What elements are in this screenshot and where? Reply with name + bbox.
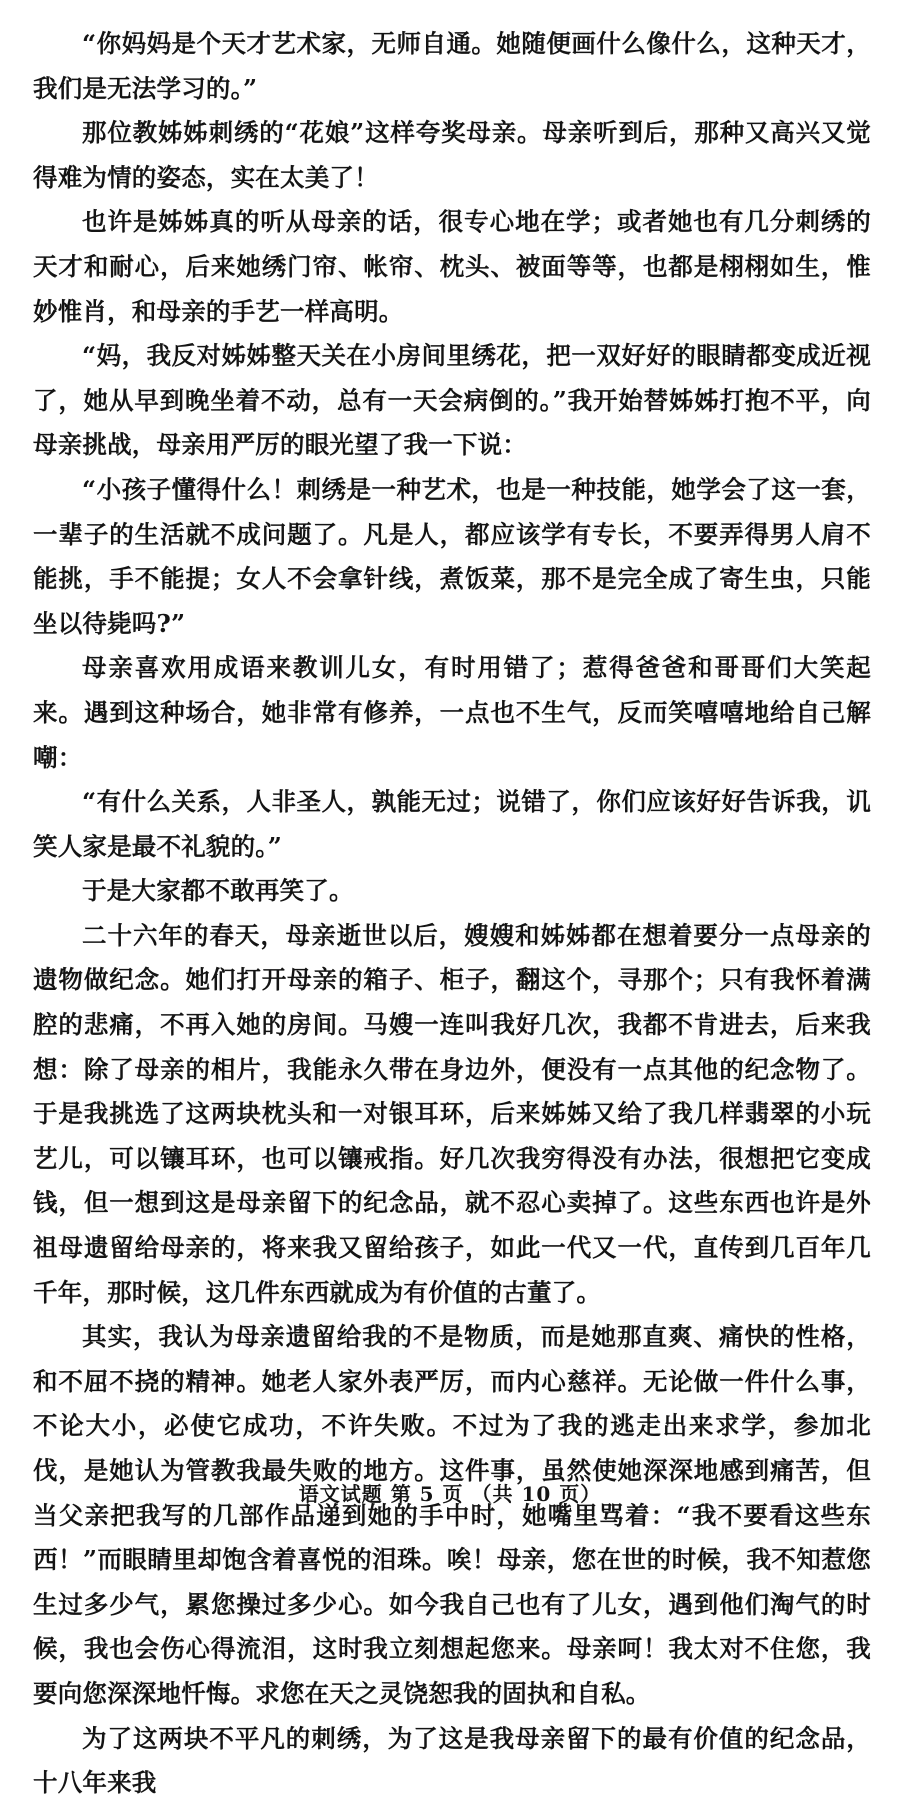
paragraph: 于是大家都不敢再笑了。 bbox=[82, 876, 354, 906]
page-footer: 语文试题 第 5 页 （共 10 页） bbox=[298, 1482, 602, 1506]
paragraph: “小孩子懂得什么！刺绣是一种艺术，也是一种技能，她学会了这一套，一辈子的生活就不成问题了。凡是人，都应该学有专长，不要弄得男人肩不能挑，手不能提；女人不会拿针线，煮饭菜，那不是完全成了寄生虫，只能坐以待毙吗?” bbox=[33, 474, 871, 638]
article-body bbox=[33, 22, 871, 1806]
paragraph: “有什么关系，人非圣人，孰能无过；说错了，你们应该好好告诉我，讥笑人家是最不礼貌的。” bbox=[33, 787, 871, 861]
paragraph: 那位教姊姊刺绣的“花娘”这样夸奖母亲。母亲听到后，那种又高兴又觉得难为情的姿态，实在太美了！ bbox=[33, 118, 871, 192]
paragraph: 母亲喜欢用成语来教训儿女，有时用错了；惹得爸爸和哥哥们大笑起来。遇到这种场合，她非常有修养，一点也不生气，反而笑嘻嘻地给自己解嘲： bbox=[33, 653, 871, 772]
paragraph: “妈，我反对姊姊整天关在小房间里绣花，把一双好好的眼睛都变成近视了，她从早到晚坐着不动，总有一天会病倒的。”我开始替姊姊打抱不平，向母亲挑战，母亲用严厉的眼光望了我一下说： bbox=[33, 341, 871, 460]
paragraph: 也许是姊姊真的听从母亲的话，很专心地在学；或者她也有几分刺绣的天才和耐心，后来她绣门帘、帐帘、枕头、被面等等，也都是栩栩如生，惟妙惟肖，和母亲的手艺一样高明。 bbox=[33, 207, 871, 326]
paragraph: “你妈妈是个天才艺术家，无师自通。她随便画什么像什么，这种天才，我们是无法学习的。” bbox=[33, 29, 871, 103]
paragraph: 其实，我认为母亲遗留给我的不是物质，而是她那直爽、痛快的性格，和不屈不挠的精神。她老人家外表严厉，而内心慈祥。无论做一件什么事，不论大小，必使它成功，不许失败。不过为了我的逃走出来求学，参加北伐，是她认为管教我最失败的地方。这件事，虽然使她深深地感到痛苦，但当父亲把我写的几部作品递到她的手中时，她嘴里骂着：“我不要看这些东西！”而眼睛里却饱含着喜悦的泪珠。唉！母亲，您在世的时候，我不知惹您生过多少气，累您操过多少心。如今我自己也有了儿女，遇到他们淘气的时候，我也会伤心得流泪，这时我立刻想起您来。母亲呵！我太对不住您，我要向您深深地忏悔。求您在天之灵饶恕我的固执和自私。 bbox=[33, 1322, 871, 1708]
paragraph: 为了这两块不平凡的刺绣，为了这是我母亲留下的最有价值的纪念品，十八年来我 bbox=[33, 1723, 871, 1798]
paragraph: 二十六年的春天，母亲逝世以后，嫂嫂和姊姊都在想着要分一点母亲的遗物做纪念。她们打开母亲的箱子、柜子，翻这个，寻那个；只有我怀着满腔的悲痛，不再入她的房间。马嫂一连叫我好几次，我都不肯进去，后来我想：除了母亲的相片，我能永久带在身边外，便没有一点其他的纪念物了。于是我挑选了这两块枕头和一对银耳环，后来姊姊又给了我几样翡翠的小玩艺儿，可以镶耳环，也可以镶戒指。好几次我穷得没有办法，很想把它变成钱，但一想到这是母亲留下的纪念品，就不忍心卖掉了。这些东西也许是外祖母遗留给母亲的，将来我又留给孩子，如此一代又一代，直传到几百年几千年，那时候，这几件东西就成为有价值的古董了。 bbox=[33, 920, 871, 1307]
